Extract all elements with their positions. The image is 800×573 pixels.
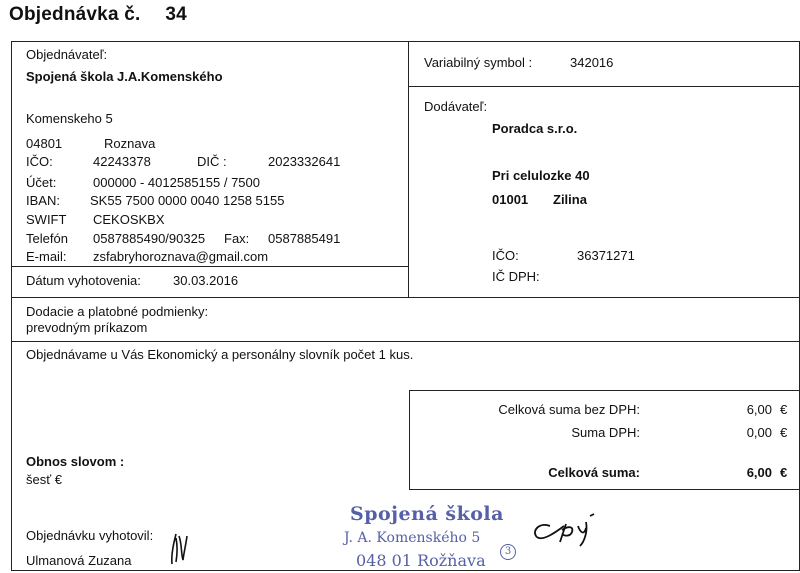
supplier-icdph-label: IČ DPH: — [492, 269, 540, 284]
page-title — [9, 4, 187, 26]
variable-symbol-label: Variabilný symbol : — [424, 55, 533, 70]
orderer-account-label: Účet: — [26, 175, 57, 190]
orderer-phone-label: Telefón — [26, 231, 68, 246]
orderer-label: Objednávateľ: — [26, 47, 108, 62]
total-without-vat: 6,00 — [746, 402, 772, 417]
order-number: 34 — [165, 4, 187, 25]
amount-words: šesť € — [26, 472, 62, 487]
issue-date: 30.03.2016 — [173, 273, 239, 288]
orderer-swift-label: SWIFT — [26, 212, 67, 227]
orderer-ico: 42243378 — [93, 154, 151, 169]
orderer-email: zsfabryhoroznava@gmail.com — [93, 249, 269, 264]
orderer-zip: 04801 — [26, 136, 63, 151]
orderer-iban: SK55 7500 0000 0040 1258 5155 — [90, 193, 285, 208]
variable-symbol: 342016 — [570, 55, 614, 70]
supplier-zip: 01001 — [492, 192, 529, 207]
supplier-street: Pri celulozke 40 — [492, 168, 590, 183]
column-divider — [408, 41, 409, 297]
vat-label: Suma DPH: — [571, 425, 640, 440]
total-amount: 6,00 — [746, 465, 772, 480]
orderer-phone: 0587885490/90325 — [93, 231, 206, 246]
orderer-dic: 2023332641 — [268, 154, 341, 169]
supplier-ico-label: IČO: — [492, 248, 519, 263]
orderer-name: Spojená škola J.A.Komenského — [26, 69, 223, 84]
currency-1: € — [780, 402, 788, 417]
prepared-by-label: Objednávku vyhotovil: — [26, 528, 154, 543]
stamp-line-3: 048 01 Rožňava — [356, 551, 486, 570]
total-without-vat-label: Celková suma bez DPH: — [498, 402, 640, 417]
orderer-fax-label: Fax: — [224, 231, 250, 246]
divider-date — [11, 266, 408, 267]
divider-terms — [11, 297, 800, 298]
stamp-mark: 3 — [500, 544, 516, 560]
signature-icon — [166, 528, 192, 568]
terms-label: Dodacie a platobné podmienky: — [26, 304, 209, 319]
order-title: Objednávka č. — [9, 4, 141, 25]
orderer-fax: 0587885491 — [268, 231, 341, 246]
divider-vs — [408, 86, 800, 87]
orderer-street: Komenskeho 5 — [26, 111, 113, 126]
stamp-signature-icon — [528, 510, 608, 550]
orderer-swift: CEKOSKBX — [93, 212, 165, 227]
issue-date-label: Dátum vyhotovenia: — [26, 273, 141, 288]
amount-words-label: Obnos slovom : — [26, 454, 125, 469]
supplier-ico: 36371271 — [577, 248, 635, 263]
orderer-account: 000000 - 4012585155 / 7500 — [93, 175, 260, 190]
orderer-city: Roznava — [104, 136, 156, 151]
terms-value: prevodným príkazom — [26, 320, 148, 335]
supplier-city: Zilina — [553, 192, 587, 207]
divider-order — [11, 341, 800, 342]
supplier-label: Dodávateľ: — [424, 99, 488, 114]
stamp-line-1: Spojená škola — [350, 503, 504, 525]
orderer-iban-label: IBAN: — [26, 193, 60, 208]
orderer-email-label: E-mail: — [26, 249, 67, 264]
currency-2: € — [780, 425, 788, 440]
stamp-line-2: J. A. Komenského 5 — [344, 530, 481, 546]
order-text: Objednávame u Vás Ekonomický a personálny slovník počet 1 kus. — [26, 347, 414, 362]
supplier-name: Poradca s.r.o. — [492, 121, 578, 136]
prepared-by-name: Ulmanová Zuzana — [26, 553, 132, 568]
orderer-dic-label: DIČ : — [197, 154, 227, 169]
orderer-ico-label: IČO: — [26, 154, 53, 169]
total-label: Celková suma: — [548, 465, 640, 480]
currency-3: € — [780, 465, 788, 480]
vat-amount: 0,00 — [746, 425, 772, 440]
